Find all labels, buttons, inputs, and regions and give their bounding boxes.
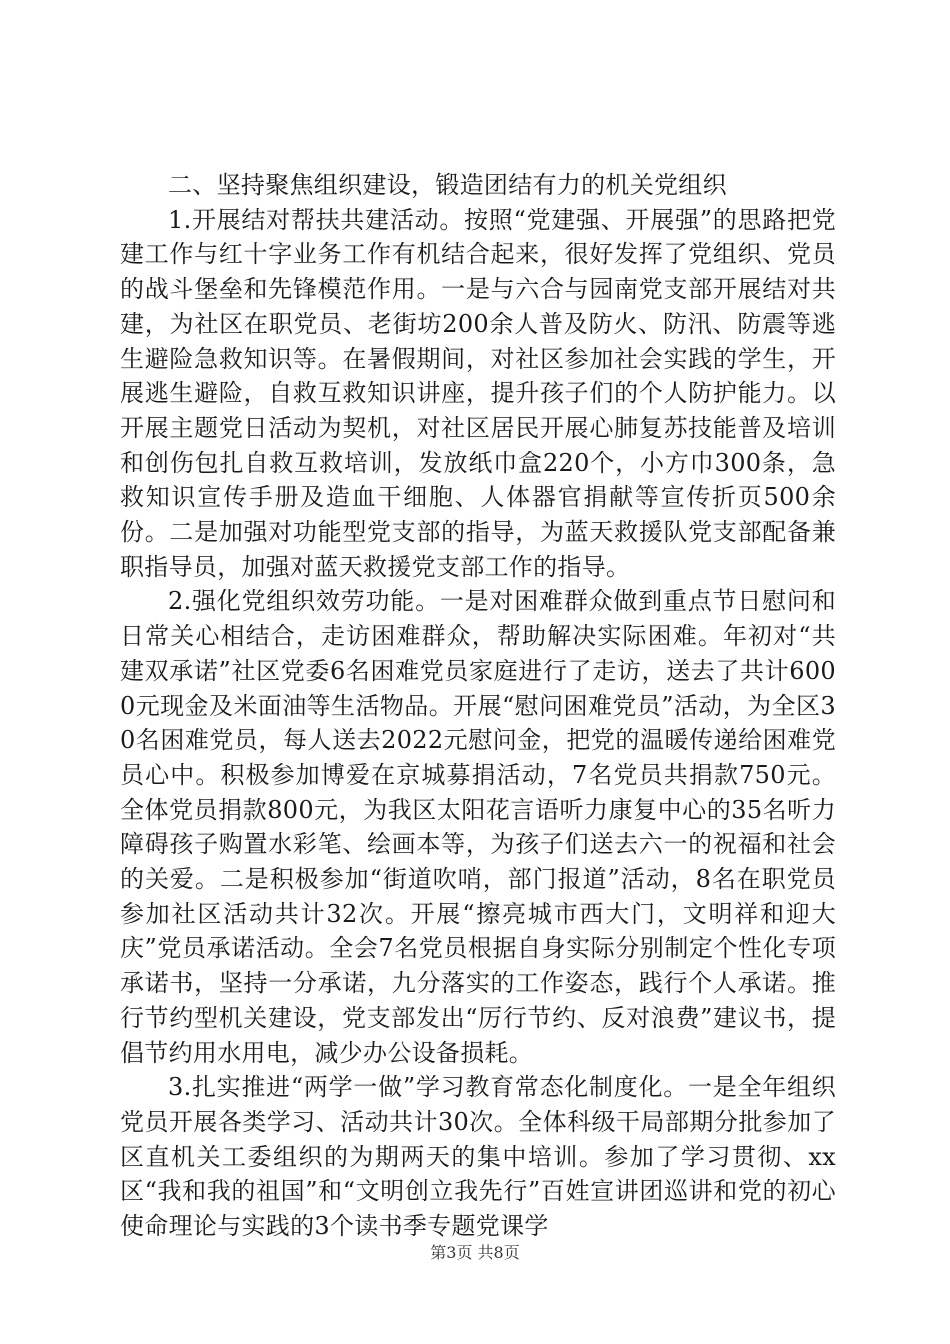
paragraph-1: 1.开展结对帮扶共建活动。按照“党建强、开展强”的思路把党建工作与红十字业务工作有机结合起来，很好发挥了党组织、党员的战斗堡垒和先锋模范作用。一是与六合与园南党支部开展结对共建，为社区在职党员、老街坊200余人普及防火、防汛、防震等逃生避险急救知识等。在暑假期间，对社区参加社会实践的学生，开展逃生避险，自救互救知识讲座，提升孩子们的个人防护能力。以开展主题党日活动为契机，对社区居民开展心肺复苏技能普及培训和创伤包扎自救互救培训，发放纸巾盒220个，小方巾300条，急救知识宣传手册及造血干细胞、人体器官捐献等宣传折页500余份。二是加强对功能型党支部的指导，为蓝天救援队党支部配备兼职指导员，加强对蓝天救援党支部工作的指导。: [120, 205, 836, 581]
paragraph-3: 3.扎实推进“两学一做”学习教育常态化制度化。一是全年组织党员开展各类学习、活动共计30次。全体科级干局部期分批参加了区直机关工委组织的为期两天的集中培训。参加了学习贯彻、xx区“我和我的祖国”和“文明创立我先行”百姓宣讲团巡讲和党的初心使命理论与实践的3个读书季专题党课学: [120, 1073, 836, 1241]
section-heading: 二、坚持聚焦组织建设，锻造团结有力的机关党组织: [168, 171, 727, 199]
page-footer: 第3页 共8页: [430, 1243, 520, 1262]
document-body: [120, 168, 836, 1244]
paragraph-2: 2.强化党组织效劳功能。一是对困难群众做到重点节日慰问和日常关心相结合，走访困难群众，帮助解决实际困难。年初对“共建双承诺”社区党委6名困难党员家庭进行了走访，送去了共计6000元现金及米面油等生活物品。开展“慰问困难党员”活动，为全区30名困难党员，每人送去2022元慰问金，把党的温暖传递给困难党员心中。积极参加博爱在京城募捐活动，7名党员共捐款750元。全体党员捐款800元，为我区太阳花言语听力康复中心的35名听力障碍孩子购置水彩笔、绘画本等，为孩子们送去六一的祝福和社会的关爱。二是积极参加“街道吹哨，部门报道”活动，8名在职党员参加社区活动共计32次。开展“擦亮城市西大门，文明祥和迎大庆”党员承诺活动。全会7名党员根据自身实际分别制定个性化专项承诺书，坚持一分承诺，九分落实的工作姿态，践行个人承诺。推行节约型机关建设，党支部发出“厉行节约、反对浪费”建议书，提倡节约用水用电，减少办公设备损耗。: [120, 587, 836, 1067]
